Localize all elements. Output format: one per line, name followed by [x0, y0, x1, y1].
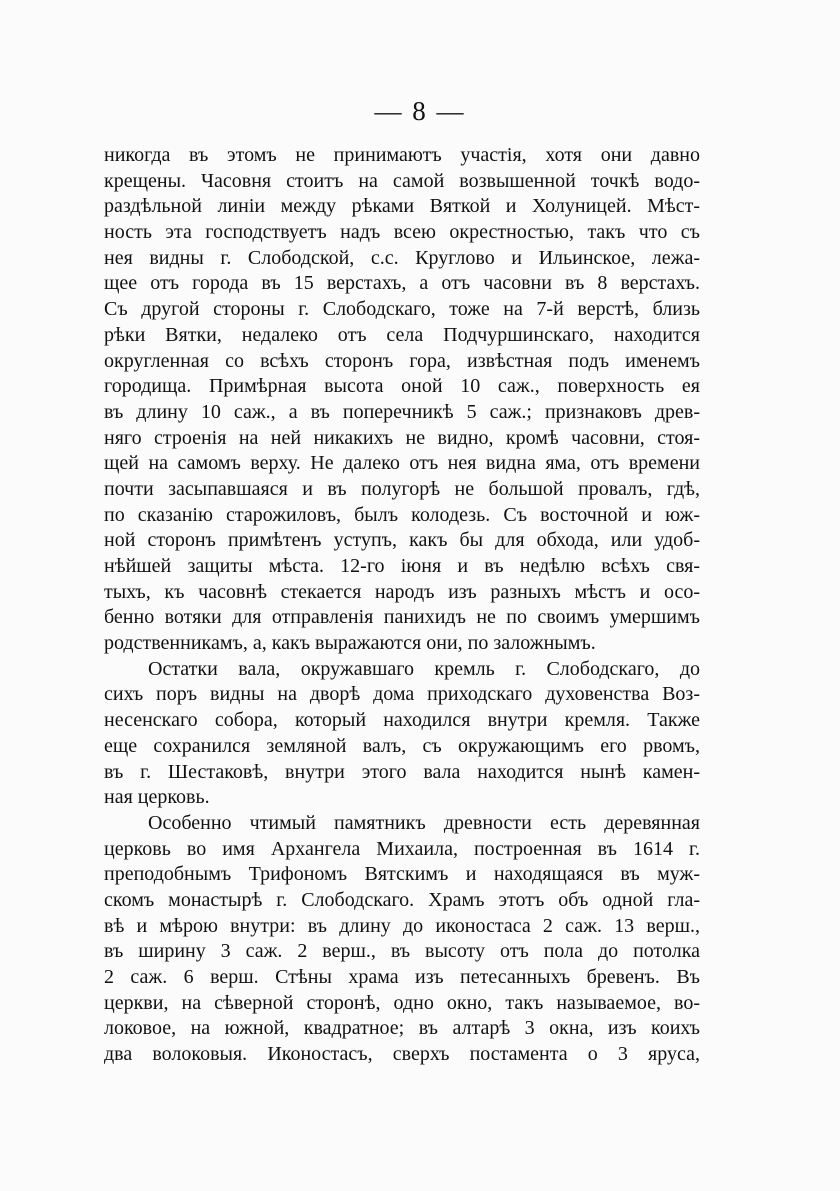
text-line: еще сохранился земляной валъ, съ окружающимъ его рвомъ, [104, 734, 700, 757]
text-line: сихъ поръ видны на дворѣ дома приходскаго духовенства Воз- [104, 683, 700, 706]
text-line: преподобнымъ Трифономъ Вятскимъ и находящаяся въ муж- [104, 863, 700, 886]
text-line: ность эта господствуетъ надъ всею окрестностью, такъ что съ [104, 221, 700, 244]
text-line: щее отъ города въ 15 верстахъ, а отъ часовни въ 8 верстахъ. [104, 272, 700, 295]
text-line: щей на самомъ верху. Не далеко отъ нея видна яма, отъ времени [104, 452, 700, 475]
text-line: крещены. Часовня стоитъ на самой возвышенной точкѣ водо- [104, 169, 700, 192]
text-line: Съ другой стороны г. Слободскаго, тоже на 7-й верстѣ, близь [104, 298, 700, 321]
text-line: нея видны г. Слободской, с.с. Круглово и Ильинское, лежа- [104, 246, 700, 269]
text-line: нѣйшей защиты мѣста. 12-го іюня и въ недѣлю всѣхъ свя- [104, 555, 700, 577]
paragraph [104, 143, 700, 657]
text-line: скомъ монастырѣ г. Слободскаго. Храмъ этотъ объ одной гла- [104, 888, 700, 911]
paragraph [104, 811, 700, 1068]
text-line: по сказанію старожиловъ, былъ колодезь. Съ восточной и юж- [104, 503, 700, 526]
text-line: Остатки вала, окружавшаго кремль г. Слободскаго, до [148, 657, 700, 680]
text-line: городища. Примѣрная высота оной 10 саж., поверхность ея [104, 375, 700, 398]
text-line: раздѣльной линіи между рѣками Вяткой и Холуницей. Мѣст- [104, 195, 700, 218]
text-line: ной сторонъ примѣтенъ уступъ, какъ бы для обхода, или удоб- [104, 529, 700, 552]
text-line: церковь во имя Архангела Михаила, построенная въ 1614 г. [104, 837, 700, 860]
text-line: рѣки Вятки, недалеко отъ села Подчуршинскаго, находится [104, 323, 700, 346]
text-line: Особенно чтимый памятникъ древности есть деревянная [148, 811, 700, 834]
text-line: никогда въ этомъ не принимаютъ участія, хотя они давно [104, 144, 700, 166]
text-line: въ г. Шестаковѣ, внутри этого вала находится нынѣ камен- [104, 760, 700, 783]
text-line: церкви, на сѣверной сторонѣ, одно окно, такъ называемое, во- [104, 991, 700, 1014]
text-line: почти засыпавшаяся и въ полугорѣ не большой провалъ, гдѣ, [104, 477, 700, 500]
text-line: бенно вотяки для отправленія панихидъ не по своимъ умершимъ [104, 606, 700, 629]
text-line: 2 саж. 6 верш. Стѣны храма изъ петесанныхъ бревенъ. Въ [104, 966, 700, 988]
text-line: родственникамъ, а, какъ выражаются они, по заложнымъ. [104, 632, 596, 655]
body-text [104, 143, 700, 1068]
text-line: няго строенія на ней никакихъ не видно, кромѣ часовни, стоя- [104, 426, 700, 449]
paragraph [104, 657, 700, 811]
text-line: тыхъ, къ часовнѣ стекается народъ изъ разныхъ мѣстъ и осо- [104, 580, 700, 603]
text-line: локовое, на южной, квадратное; въ алтарѣ 3 окна, изъ коихъ [104, 1017, 700, 1040]
text-line: ная церковь. [104, 786, 210, 809]
text-line: въ длину 10 саж., а въ поперечникѣ 5 саж.; признаковъ древ- [104, 400, 700, 423]
page-number: — 8 — [374, 96, 466, 126]
text-line: несенскаго собора, который находился внутри кремля. Также [104, 709, 700, 732]
text-line: вѣ и мѣрою внутри: въ длину до иконостаса 2 саж. 13 верш., [104, 914, 700, 937]
text-line: въ ширину 3 саж. 2 верш., въ высоту отъ пола до потолка [104, 940, 700, 963]
text-line: округленная со всѣхъ сторонъ гора, извѣстная подъ именемъ [104, 349, 700, 372]
text-line: два волоковыя. Иконостасъ, сверхъ постамента о 3 яруса, [104, 1043, 700, 1066]
